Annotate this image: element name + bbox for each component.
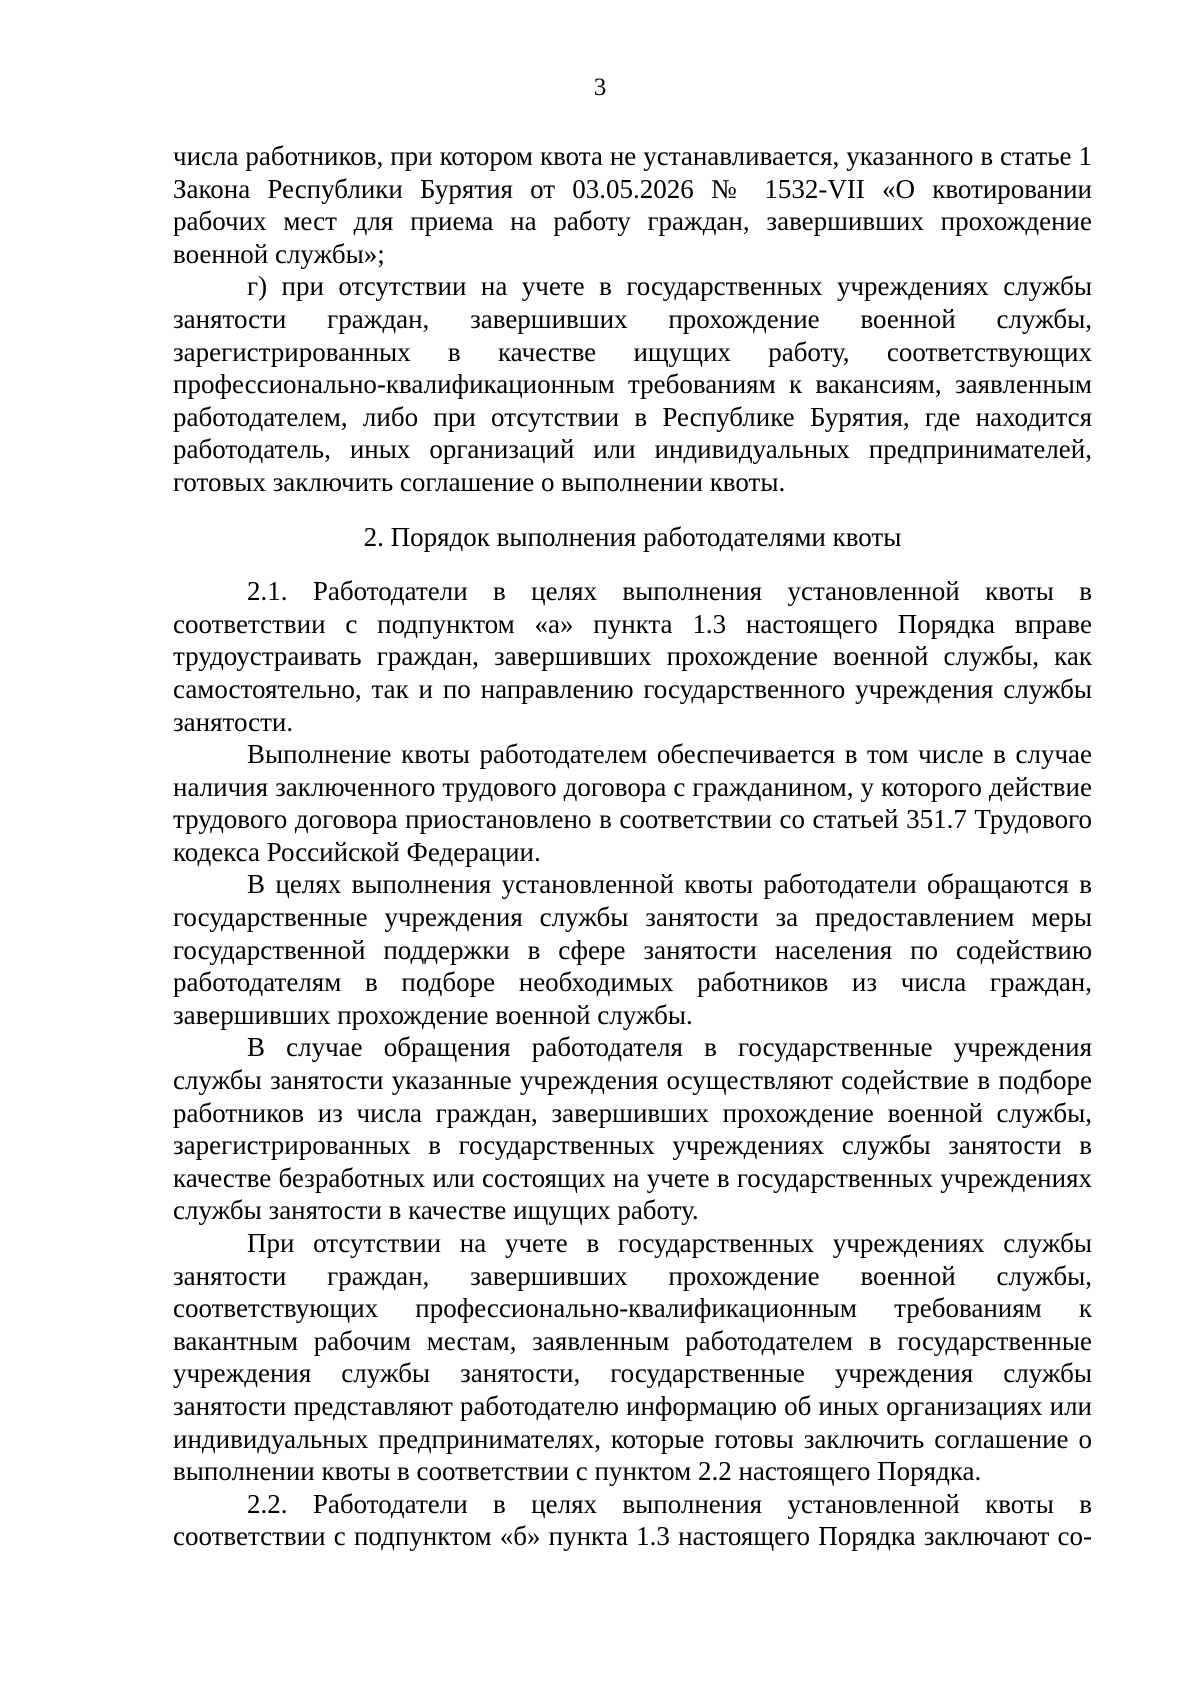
paragraph-2-1: 2.1. Работодатели в целях выполнения установленной квоты в соответствии с подпунктом «а» пункта 1.3 настоящего Порядка вправе трудоустраивать граждан, завершивших прохождение военной службы, как самостоятельно, так и по направлению государственного учреждения службы занятости. — [173, 576, 1092, 737]
paragraph-continuation: числа работников, при котором квота не устанавливается, указанного в статье 1 Закона Республики Бурятия от 03.05.2026 № 1532-VII «О квотировании рабочих мест для приема на работу граждан, завершивших прохождение военной службы»; — [173, 141, 1092, 269]
paragraph-employer-request: В целях выполнения установленной квоты работодатели обращаются в государственные учреждения службы занятости за предоставлением меры государственной поддержки в сфере занятости населения по содействию работодателям в подборе необходимых работников из числа граждан, завершивших прохождение военной службы. — [173, 869, 1092, 1030]
paragraph-2-2: 2.2. Работодатели в целях выполнения установленной квоты в соответствии с подпунктом «б» пункта 1.3 настоящего Порядка заключают со- — [173, 1488, 1092, 1552]
page-number: 3 — [593, 74, 607, 101]
paragraph-employment-service-assistance: В случае обращения работодателя в государственные учреждения службы занятости указанные учреждения осуществляют содействие в подборе работников из числа граждан, завершивших прохождение военной службы, зарегистрированных в государственных учреждениях службы занятости в качестве безработных или состоящих на учете в государственных учреждениях службы занятости в качестве ищущих работу. — [173, 1032, 1092, 1226]
document-body — [173, 140, 1092, 1553]
paragraph-subitem-g: г) при отсутствии на учете в государственных учреждениях службы занятости граждан, завершивших прохождение военной службы, зарегистрированных в качестве ищущих работу, соответствующих профессионально-квалификационным требованиям к вакансиям, заявленным работодателем, либо при отсутствии в Республике Бурятия, где находится работодатель, иных организаций или индивидуальных предпринимателей, готовых заключить соглашение о выполнении квоты. — [173, 271, 1092, 497]
section-heading: 2. Порядок выполнения работодателями квоты — [363, 521, 902, 552]
paragraph-absence-of-candidates: При отсутствии на учете в государственных учреждениях службы занятости граждан, завершивших прохождение военной службы, соответствующих профессионально-квалификационным требованиям к вакантным рабочим местам, заявленным работодателем в государственные учреждения службы занятости, государственные учреждения службы занятости представляют работодателю информацию об иных организациях или индивидуальных предпринимателях, которые готовы заключить соглашение о выполнении квоты в соответствии с пунктом 2.2 настоящего Порядка. — [173, 1228, 1092, 1487]
paragraph-quota-fulfillment: Выполнение квоты работодателем обеспечивается в том числе в случае наличия заключенного трудового договора с гражданином, у которого действие трудового договора приостановлено в соответствии со статьей 351.7 Трудового кодекса Российской Федерации. — [173, 739, 1092, 867]
